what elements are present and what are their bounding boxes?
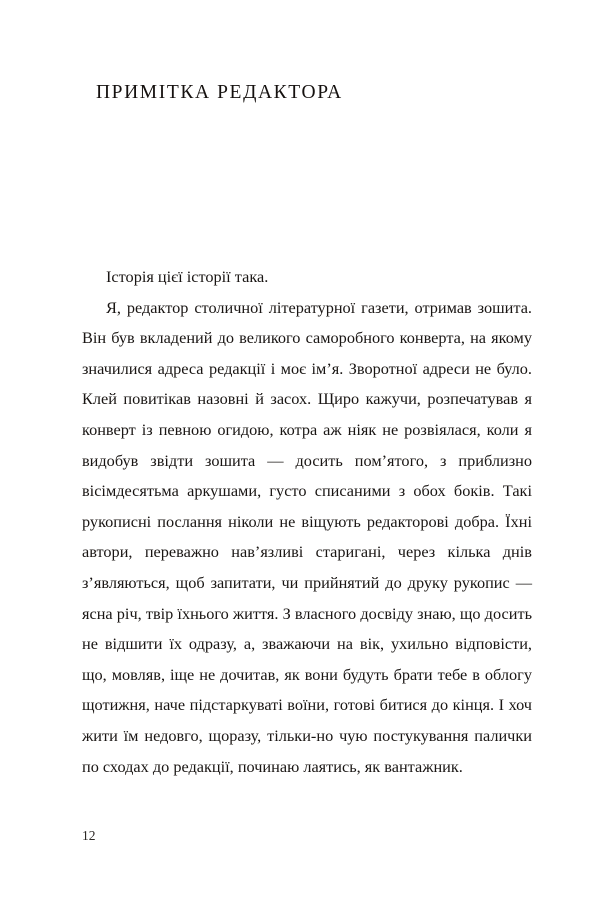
paragraph: Історія цієї історії така. xyxy=(106,267,269,286)
paragraph: Я, редактор столичної літературної газети, отримав зошита. Він був вкладений до великого саморобного конверта, на якому значилися адреса редакції і моє ім’я. Зворотної адреси не було. Клей повитікав назовні й засох. Щиро кажучи, розпечатував я конверт із певною огидою, котра аж ніяк не розвіялася, коли я видобув звідти зошита — досить пом’ятого, з приблизно вісімдесятьма аркушами, густо списаними з обох боків. Такі рукописні послання ніколи не віщують редакторові добра. Їхні автори, переважно нав’язливі старигані, через кілька днів з’являються, щоб запитати, чи прийнятий до друку рукопис — ясна річ, твір їхнього життя. З власного досвіду знаю, що досить не відшити їх одразу, а, зважаючи на вік, ухильно відповісти, що, мовляв, іще не дочитав, як вони будуть брати тебе в облогу щотижня, наче підстаркуваті воїни, готові битися до кінця. І хоч жити їм недовго, щоразу, тільки-но чую постукування палички по сходах до редакції, починаю лаятись, як вантажник. xyxy=(82,297,532,776)
page-number: 12 xyxy=(82,828,96,843)
body-text xyxy=(82,262,532,782)
page-title: ПРИМІТКА РЕДАКТОРА xyxy=(96,82,343,103)
